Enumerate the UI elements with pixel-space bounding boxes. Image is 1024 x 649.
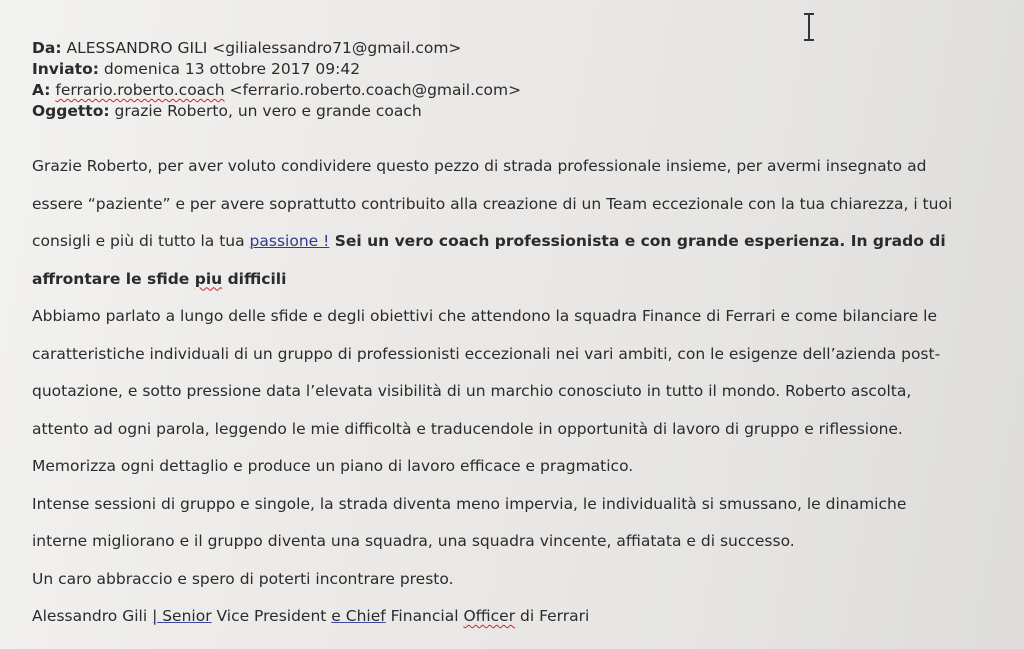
- body-line: Un caro abbraccio e spero di poterti incontrare presto.: [32, 569, 454, 588]
- signature-tail: di Ferrari: [515, 607, 590, 625]
- sent-value: domenica 13 ottobre 2017 09:42: [103, 60, 361, 78]
- signature-line: [32, 598, 1007, 636]
- body-line: caratteristiche individuali di un gruppo di professionisti eccezionali nei vari ambiti, con le esigenze dell’azienda post-: [32, 344, 941, 363]
- body-line: Abbiamo parlato a lungo delle sfide e degli obiettivi che attendono la squadra Finance di Ferrari e come bilanciare le: [32, 307, 937, 325]
- sent-row: [32, 59, 521, 80]
- body-text: consigli e più di tutto la tua: [32, 232, 250, 250]
- body-line: quotazione, e sotto pressione data l’elevata visibilità di un marchio conosciuto in tutto il mondo. Roberto ascolta,: [32, 382, 912, 400]
- sent-label: Inviato:: [32, 60, 99, 78]
- body-bold-text: affrontare le sfide: [32, 269, 195, 288]
- signature-name: Alessandro Gili: [32, 607, 153, 625]
- to-name[interactable]: ferrario.roberto.coach: [55, 81, 225, 99]
- body-line: [32, 223, 1007, 261]
- signature-vp: Vice President: [211, 607, 332, 625]
- from-value: ALESSANDRO GILI <gilialessandro71@gmail.com>: [66, 39, 462, 57]
- signature-senior: | Senior: [152, 607, 212, 625]
- subject-value: grazie Roberto, un vero e grande coach: [114, 102, 422, 120]
- body-line: [32, 261, 1007, 299]
- body-line: Memorizza ogni dettaglio e produce un piano di lavoro efficace e pragmatico.: [32, 457, 634, 475]
- body-bold-text: Sei un vero coach professionista e con grande esperienza. In grado di: [329, 232, 946, 250]
- body-bold-text: difficili: [222, 269, 287, 288]
- subject-label: Oggetto:: [32, 102, 110, 120]
- body-line: Intense sessioni di gruppo e singole, la strada diventa meno impervia, le individualità si smussano, le dinamiche: [32, 494, 907, 513]
- to-label: A:: [32, 81, 51, 99]
- signature-chief: e Chief: [331, 607, 386, 625]
- passione-link[interactable]: passione !: [249, 232, 330, 250]
- body-line: essere “paziente” e per avere soprattutto contribuito alla creazione di un Team eccezionale con la tua chiarezza, i tuoi: [32, 194, 953, 213]
- email-header: [32, 38, 521, 122]
- signature-financial: Financial: [385, 607, 464, 625]
- signature-officer: Officer: [463, 607, 516, 625]
- email-body: [32, 148, 1007, 636]
- body-line: Grazie Roberto, per aver voluto condividere questo pezzo di strada professionale insieme, per avermi insegnato ad: [32, 157, 927, 175]
- from-label: Da:: [32, 39, 62, 57]
- to-row: [32, 80, 521, 101]
- subject-row: [32, 101, 521, 122]
- text-cursor-icon: [800, 12, 818, 42]
- body-line: attento ad ogni parola, leggendo le mie difficoltà e traducendole in opportunità di lavoro di gruppo e riflessione.: [32, 419, 903, 438]
- misspelled-word: piu: [194, 269, 223, 288]
- body-line: interne migliorano e il gruppo diventa una squadra, una squadra vincente, affiatata e di successo.: [32, 532, 795, 550]
- to-address[interactable]: <ferrario.roberto.coach@gmail.com>: [229, 81, 522, 99]
- from-row: [32, 38, 521, 59]
